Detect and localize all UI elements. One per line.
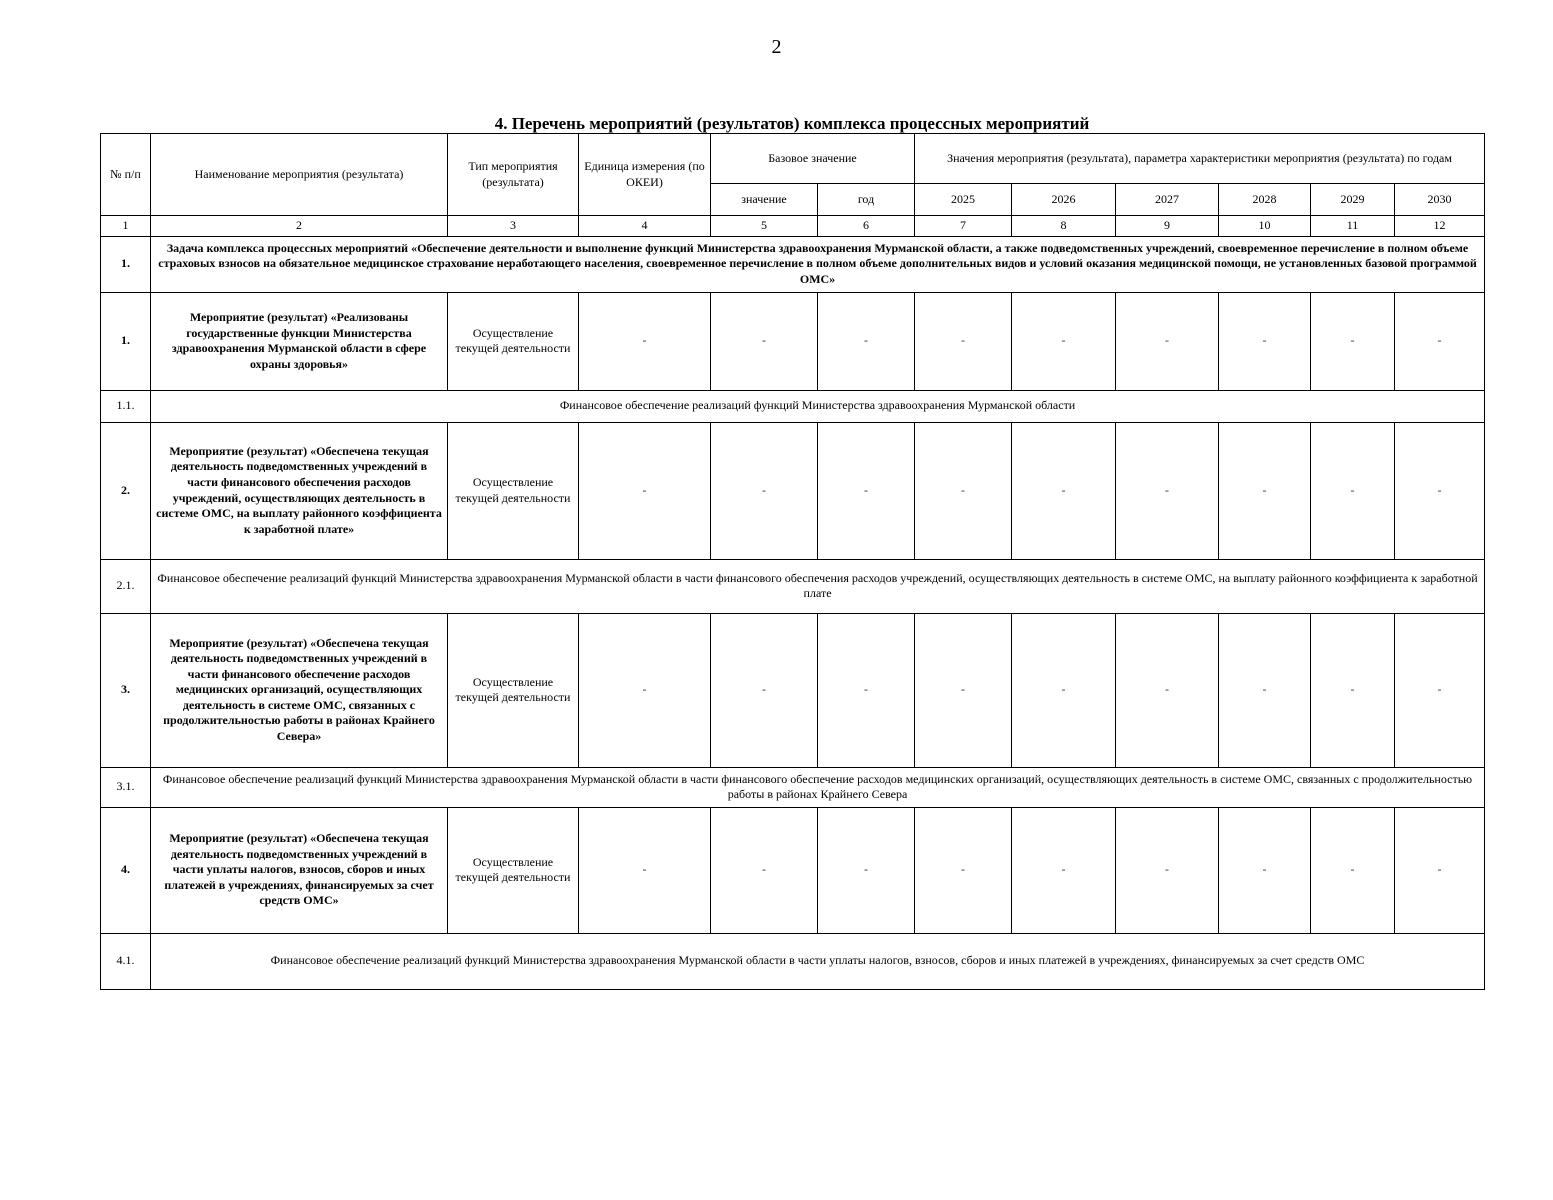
header-unit: Единица измерения (по ОКЕИ) — [579, 134, 711, 216]
column-number: 5 — [711, 216, 818, 237]
event-year-value: - — [1012, 292, 1116, 390]
header-num: № п/п — [101, 134, 151, 216]
sub-event-text: Финансовое обеспечение реализаций функций Министерства здравоохранения Мурманской области — [151, 390, 1485, 422]
event-name: Мероприятие (результат) «Обеспечена текущая деятельность подведомственных учреждений в части финансового обеспечения расходов учреждений, осуществляющих деятельность в системе ОМС, на выплату районного коэффициента к заработной плате» — [151, 422, 448, 559]
header-values: Значения мероприятия (результата), параметра характеристики мероприятия (результата) по годам — [915, 134, 1485, 184]
event-year-value: - — [915, 292, 1012, 390]
header-year: 2029 — [1311, 184, 1395, 216]
events-table — [100, 133, 1485, 990]
event-year-value: - — [1219, 422, 1311, 559]
event-base-year: - — [818, 807, 915, 933]
column-number: 6 — [818, 216, 915, 237]
event-base-year: - — [818, 422, 915, 559]
event-unit: - — [579, 807, 711, 933]
event-year-value: - — [1116, 613, 1219, 767]
event-base-value: - — [711, 292, 818, 390]
event-number: 4. — [101, 807, 151, 933]
event-year-value: - — [1395, 422, 1485, 559]
event-type: Осуществление текущей деятельности — [448, 422, 579, 559]
column-number: 4 — [579, 216, 711, 237]
event-row — [101, 422, 1485, 559]
column-number: 2 — [151, 216, 448, 237]
sub-event-number: 4.1. — [101, 933, 151, 989]
event-year-value: - — [1395, 292, 1485, 390]
column-number: 9 — [1116, 216, 1219, 237]
task-row — [101, 236, 1485, 292]
event-base-value: - — [711, 422, 818, 559]
sub-event-row — [101, 767, 1485, 807]
event-base-value: - — [711, 613, 818, 767]
sub-event-row — [101, 559, 1485, 613]
sub-event-number: 1.1. — [101, 390, 151, 422]
event-number: 3. — [101, 613, 151, 767]
event-year-value: - — [1311, 422, 1395, 559]
event-year-value: - — [1116, 807, 1219, 933]
sub-event-text: Финансовое обеспечение реализаций функций Министерства здравоохранения Мурманской области в части финансового обеспечение расходов медицинских организаций, осуществляющих деятельность в системе ОМС, связанных с продолжительностью работы в районах Крайнего Севера — [151, 767, 1485, 807]
event-unit: - — [579, 292, 711, 390]
event-year-value: - — [1395, 807, 1485, 933]
table-title: 4. Перечень мероприятий (результатов) комплекса процессных мероприятий — [494, 114, 1090, 133]
event-year-value: - — [1395, 613, 1485, 767]
sub-event-row — [101, 933, 1485, 989]
event-unit: - — [579, 613, 711, 767]
sub-event-row — [101, 390, 1485, 422]
event-row — [101, 613, 1485, 767]
task-text: Задача комплекса процессных мероприятий «Обеспечение деятельности и выполнение функций Министерства здравоохранения Мурманской области, а также подведомственных учреждений, своевременное перечисление в полном объеме страховых взносов на обязательное медицинское страхование неработающего населения, своевременное перечисление в полном объеме дополнительных видов и условий оказания медицинской помощи, не установленных базовой программой ОМС» — [151, 236, 1485, 292]
page-number: 2 — [771, 36, 782, 58]
event-name: Мероприятие (результат) «Обеспечена текущая деятельность подведомственных учреждений в части финансового обеспечение расходов медицинских организаций, осуществляющих деятельность в системе ОМС, связанных с продолжительностью работы в районах Крайнего Севера» — [151, 613, 448, 767]
event-year-value: - — [1311, 613, 1395, 767]
event-type: Осуществление текущей деятельности — [448, 807, 579, 933]
event-year-value: - — [1219, 613, 1311, 767]
header-year: 2030 — [1395, 184, 1485, 216]
header-base-value: значение — [711, 184, 818, 216]
header-type: Тип мероприятия (результата) — [448, 134, 579, 216]
event-year-value: - — [915, 422, 1012, 559]
event-number: 2. — [101, 422, 151, 559]
sub-event-number: 2.1. — [101, 559, 151, 613]
column-number: 7 — [915, 216, 1012, 237]
event-year-value: - — [1012, 613, 1116, 767]
event-year-value: - — [1012, 422, 1116, 559]
column-numbers-row — [101, 216, 1485, 237]
event-number: 1. — [101, 292, 151, 390]
sub-event-text: Финансовое обеспечение реализаций функций Министерства здравоохранения Мурманской области в части финансового обеспечения расходов учреждений, осуществляющих деятельность в системе ОМС, на выплату районного коэффициента к заработной плате — [151, 559, 1485, 613]
sub-event-text: Финансовое обеспечение реализаций функций Министерства здравоохранения Мурманской области в части уплаты налогов, взносов, сборов и иных платежей в учреждениях, финансируемых за счет средств ОМС — [151, 933, 1485, 989]
event-type: Осуществление текущей деятельности — [448, 292, 579, 390]
column-number: 11 — [1311, 216, 1395, 237]
event-name: Мероприятие (результат) «Обеспечена текущая деятельность подведомственных учреждений в части уплаты налогов, взносов, сборов и иных платежей в учреждениях, финансируемых за счет средств ОМС» — [151, 807, 448, 933]
event-year-value: - — [1311, 807, 1395, 933]
event-year-value: - — [1116, 422, 1219, 559]
event-base-year: - — [818, 613, 915, 767]
event-year-value: - — [915, 613, 1012, 767]
column-number: 3 — [448, 216, 579, 237]
column-number: 10 — [1219, 216, 1311, 237]
column-number: 12 — [1395, 216, 1485, 237]
event-year-value: - — [1311, 292, 1395, 390]
event-year-value: - — [1219, 807, 1311, 933]
event-name: Мероприятие (результат) «Реализованы государственные функции Министерства здравоохранения Мурманской области в сфере охраны здоровья» — [151, 292, 448, 390]
event-row — [101, 292, 1485, 390]
event-year-value: - — [1219, 292, 1311, 390]
header-year: 2025 — [915, 184, 1012, 216]
column-number: 1 — [101, 216, 151, 237]
header-year: 2028 — [1219, 184, 1311, 216]
event-year-value: - — [1116, 292, 1219, 390]
header-base: Базовое значение — [711, 134, 915, 184]
event-type: Осуществление текущей деятельности — [448, 613, 579, 767]
header-year: 2026 — [1012, 184, 1116, 216]
event-year-value: - — [1012, 807, 1116, 933]
event-unit: - — [579, 422, 711, 559]
task-number: 1. — [101, 236, 151, 292]
header-year: 2027 — [1116, 184, 1219, 216]
header-base-year: год — [818, 184, 915, 216]
event-base-value: - — [711, 807, 818, 933]
sub-event-number: 3.1. — [101, 767, 151, 807]
event-row — [101, 807, 1485, 933]
header-name: Наименование мероприятия (результата) — [151, 134, 448, 216]
event-year-value: - — [915, 807, 1012, 933]
column-number: 8 — [1012, 216, 1116, 237]
event-base-year: - — [818, 292, 915, 390]
